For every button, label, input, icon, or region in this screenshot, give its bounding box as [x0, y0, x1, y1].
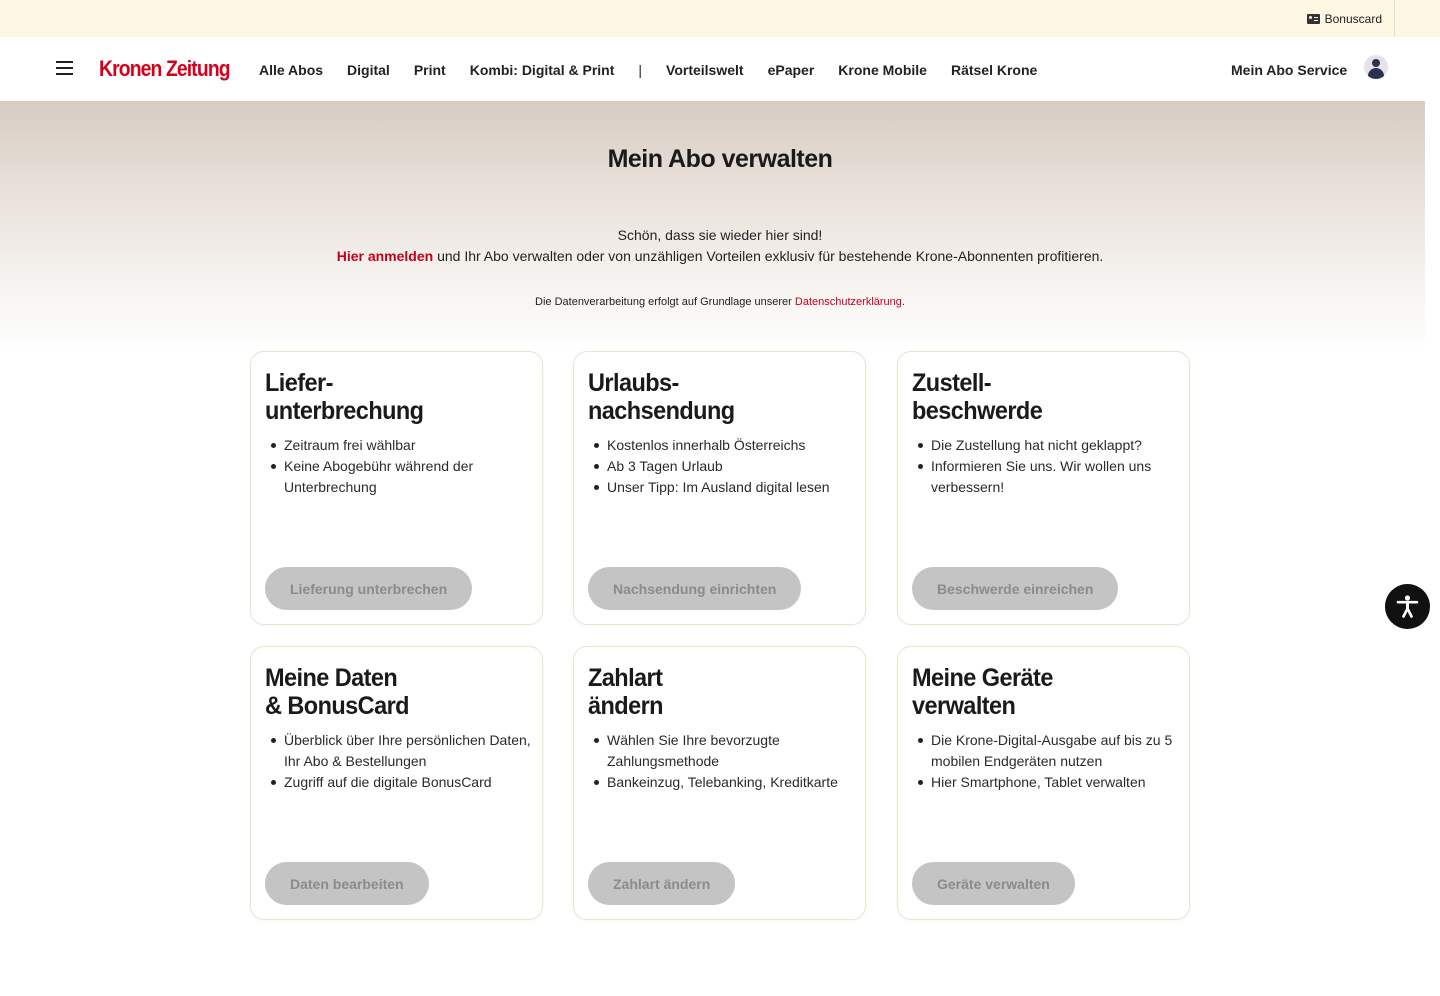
list-item: Zeitraum frei wählbar: [271, 435, 533, 456]
card-title: Liefer- unterbrechung: [265, 369, 424, 425]
nav-krone-mobile[interactable]: Krone Mobile: [838, 62, 927, 78]
privacy-text: Die Datenverarbeitung erfolgt auf Grundlage unserer: [535, 296, 795, 308]
privacy-notice: [0, 296, 1440, 308]
list-item: Unser Tipp: Im Ausland digital lesen: [594, 477, 856, 498]
hero-section: [0, 101, 1425, 351]
login-info-text: und Ihr Abo verwalten oder von unzähligen Vorteilen exklusiv für bestehende Krone-Abonnenten profitieren.: [433, 248, 1104, 264]
welcome-text: Schön, dass sie wieder hier sind!: [617, 227, 823, 243]
nav-epaper[interactable]: ePaper: [767, 62, 815, 78]
card-title: Meine Geräte verwalten: [912, 664, 1053, 720]
card-title: Meine Daten & BonusCard: [265, 664, 409, 720]
top-bar: [0, 0, 1440, 37]
list-item: Kostenlos innerhalb Österreichs: [594, 435, 856, 456]
list-item: Zugriff auf die digitale BonusCard: [271, 772, 533, 793]
daten-bearbeiten-button[interactable]: Daten bearbeiten: [265, 862, 429, 905]
list-item: Bankeinzug, Telebanking, Kreditkarte: [594, 772, 856, 793]
card-meine-daten: [250, 646, 543, 920]
nav-digital[interactable]: Digital: [347, 62, 390, 78]
card-zahlart: [573, 646, 866, 920]
list-item: Überblick über Ihre persönlichen Daten, Ihr Abo & Bestellungen: [271, 730, 533, 772]
hamburger-menu-icon[interactable]: [56, 61, 74, 77]
nav-separator: |: [638, 62, 643, 78]
beschwerde-einreichen-button[interactable]: Beschwerde einreichen: [912, 567, 1118, 610]
user-avatar-icon[interactable]: [1364, 55, 1388, 79]
login-info: [0, 248, 1440, 264]
privacy-end: .: [901, 296, 905, 308]
kronen-zeitung-logo[interactable]: Kronen Zeitung: [99, 56, 230, 81]
list-item: Ab 3 Tagen Urlaub: [594, 456, 856, 477]
page-title: Mein Abo verwalten: [607, 145, 833, 173]
card-title: Zustell- beschwerde: [912, 369, 1043, 425]
card-title: Urlaubs- nachsendung: [588, 369, 735, 425]
card-zustellbeschwerde: [897, 351, 1190, 625]
list-item: Hier Smartphone, Tablet verwalten: [918, 772, 1180, 793]
nav-kombi[interactable]: Kombi: Digital & Print: [469, 62, 615, 78]
lieferung-unterbrechen-button[interactable]: Lieferung unterbrechen: [265, 567, 472, 610]
card-bullets: [594, 730, 856, 793]
bonuscard-link[interactable]: [1307, 12, 1382, 26]
zahlart-aendern-button[interactable]: Zahlart ändern: [588, 862, 735, 905]
card-urlaubsnachsendung: [573, 351, 866, 625]
bonuscard-label: Bonuscard: [1324, 12, 1382, 26]
list-item: Die Krone-Digital-Ausgabe auf bis zu 5 mobilen Endgeräten nutzen: [918, 730, 1180, 772]
geraete-verwalten-button[interactable]: Geräte verwalten: [912, 862, 1075, 905]
accessibility-icon[interactable]: [1385, 584, 1430, 629]
card-geraete: [897, 646, 1190, 920]
nav-raetsel-krone[interactable]: Rätsel Krone: [950, 62, 1038, 78]
main-header: [0, 37, 1425, 101]
list-item: Wählen Sie Ihre bevorzugte Zahlungsmethode: [594, 730, 856, 772]
nachsendung-einrichten-button[interactable]: Nachsendung einrichten: [588, 567, 801, 610]
card-bullets: [271, 730, 533, 793]
card-bullets: [594, 435, 856, 498]
mein-abo-service-link[interactable]: Mein Abo Service: [1231, 62, 1348, 78]
card-title: Zahlart ändern: [588, 664, 663, 720]
list-item: Informieren Sie uns. Wir wollen uns verbessern!: [918, 456, 1180, 498]
main-nav: [259, 62, 1061, 78]
id-card-icon: [1307, 14, 1320, 24]
nav-alle-abos[interactable]: Alle Abos: [259, 62, 324, 78]
card-bullets: [918, 435, 1180, 498]
nav-vorteilswelt[interactable]: Vorteilswelt: [666, 62, 744, 78]
card-lieferunterbrechung: [250, 351, 543, 625]
login-link[interactable]: Hier anmelden: [336, 248, 434, 264]
nav-print[interactable]: Print: [413, 62, 446, 78]
list-item: Die Zustellung hat nicht geklappt?: [918, 435, 1180, 456]
top-bar-divider: [1394, 0, 1395, 37]
privacy-link[interactable]: Datenschutzerklärung: [794, 296, 902, 308]
card-bullets: [918, 730, 1180, 793]
card-bullets: [271, 435, 533, 498]
list-item: Keine Abogebühr während der Unterbrechung: [271, 456, 533, 498]
